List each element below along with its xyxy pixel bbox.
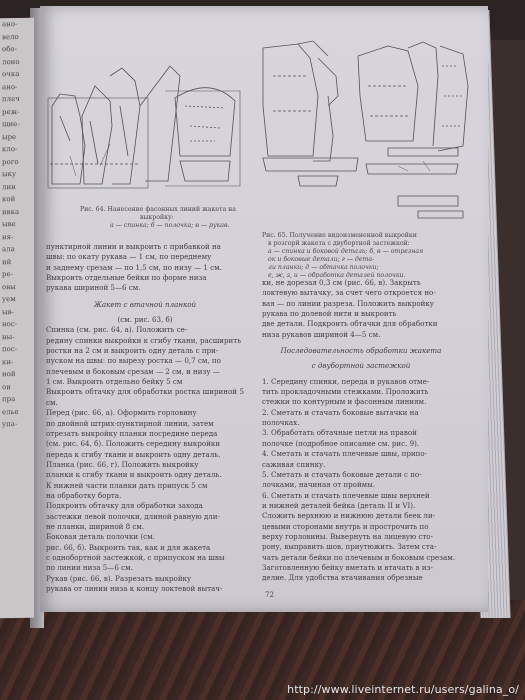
body-text-line: К нижней части планки дать припуск 5 см	[46, 480, 208, 490]
body-text-line: и нижней деталей бейка (деталь II и VI).	[262, 500, 416, 510]
left-page-fragment: ре-	[2, 270, 13, 279]
body-text-line: планки к сгибу ткани и выкроить одну деталь.	[46, 470, 222, 480]
watermark-url: http://www.liveinternet.ru/users/galina_o/	[287, 683, 519, 696]
body-text-line: ростки на 2 см и выкроить одну деталь с при-	[46, 346, 219, 356]
body-text-line: тить прокладочными стежками. Проложить	[262, 387, 429, 397]
caption-line: ок и боковые детали; г — дета-	[268, 256, 375, 263]
section-subheading: (см. рис. 63, б)	[117, 315, 173, 325]
body-text-line: Выкроить обтачку для обработки ростка шириной 5 см.	[46, 387, 244, 407]
body-text-line: 1 см. Выкроить отдельно бейку 5 см	[46, 377, 183, 387]
body-text-line: стежки по контурным и фасонным линиям.	[262, 397, 427, 407]
left-page-fragment: упа-	[2, 419, 18, 429]
page-number: 72	[265, 591, 274, 599]
left-page-fragment: ыв-	[2, 307, 14, 316]
body-text-line: рис. 66, б). Выкроить так, как и для жакета	[46, 542, 211, 552]
left-page-fragment: очка	[2, 69, 20, 79]
left-page-fragment: ня-	[2, 232, 14, 241]
left-page-fragment: пра	[2, 395, 16, 404]
body-text-line: Планка (рис. 66, г). Положить выкройку	[46, 459, 199, 469]
body-text-line: рону, выправить шов, приутюжить. Затем ста-	[262, 542, 437, 552]
left-page-fragment: ий	[2, 257, 12, 266]
body-text-line: 6. Сметать и стачать плечевые швы верхней	[262, 490, 430, 500]
body-text-line: редину спинки выкройки к сгибу ткани, расширить	[46, 335, 242, 345]
body-text-line: 4. Сметать и стачать плечевые швы, припо-	[262, 449, 427, 459]
body-text-line: плечевым и боковым срезам — 2 см, и низу —	[46, 366, 220, 376]
left-page-fragment: елье	[2, 407, 19, 416]
left-page-fragment: реж-	[2, 107, 20, 116]
left-page-fragment: овы	[2, 282, 16, 291]
left-page-fragment: ки-	[2, 357, 14, 366]
caption-line: Рис. 65. Получение видоизмененной выкройки	[262, 232, 417, 239]
body-text-line: рукава по долевой нити и выкроить	[262, 309, 397, 319]
body-text-line: делие. Для удобства втачивания обрезные	[262, 573, 423, 583]
left-page-fragment: ала	[2, 245, 15, 254]
caption-line: в розгорй жакета с двубортной застежкой:	[268, 240, 410, 247]
left-page-fragment: ыве	[2, 220, 16, 229]
left-page-fragment: ыре	[2, 132, 17, 141]
left-page-fragment: уем	[2, 295, 16, 304]
left-page-fragment: ано-	[2, 19, 18, 29]
body-text-line: Боковая деталь полочки (см.	[46, 532, 155, 542]
body-text-line: чать детали бейки по плечевым и боковым срезам.	[262, 552, 455, 562]
left-page-fragment: ано-	[2, 82, 18, 91]
body-text-line: пуском на швы: по вырезу ростка — 0,7 см, по	[46, 356, 221, 366]
body-text-line: рукава от линии низа к концу локтевой вытач-	[46, 584, 223, 593]
caption-line: Рис. 64. Нанесение фасонных линий жакета на	[80, 206, 236, 213]
left-page-fragment: нос-	[2, 319, 18, 329]
body-text-line: пунктирной линии и выкроить с прибавкой на	[46, 242, 221, 251]
body-text-line: рукава шириной 5—6 см.	[46, 283, 141, 293]
left-page-fragment: лоно	[2, 57, 20, 66]
body-text-line: локтевую вытачку, за счет чего откроется но-	[262, 288, 436, 298]
body-text-line: 2. Сметать и стачать боковые вытачки на	[262, 407, 419, 417]
body-text-line: с однобортной застежкой, с припуском на швы	[46, 552, 225, 562]
left-page-fragment: ои	[2, 382, 11, 391]
left-page-fragment: кло-	[2, 144, 18, 154]
body-text-line: низа рукавов шириной 4—5 см.	[262, 329, 381, 339]
body-text-line: не планки, шириной 8 см.	[46, 521, 145, 531]
figure-65-caption	[262, 232, 474, 280]
body-text-line: на обработку борта.	[46, 490, 122, 500]
left-page-text	[2, 18, 32, 431]
body-text-line: верху горловины. Вывернуть на лицевую сто-	[262, 531, 433, 541]
body-text-line: отрезать выкройку планки посредине переда	[46, 428, 218, 438]
body-text-line: Спинка (см. рис. 64, а). Положить се-	[46, 325, 188, 335]
left-page-fragment: обо-	[2, 44, 18, 54]
body-text-line: цевыми сторонами внутрь и прострочить по	[262, 521, 429, 531]
body-text-line: швы: по окату рукава — 1 см, по переднему	[46, 252, 212, 262]
body-text-line: полочках.	[262, 418, 300, 428]
body-text-line: по линии низа 5—6 см.	[46, 563, 133, 573]
left-page-fragment: ной	[2, 370, 16, 379]
left-page-fragment: щие-	[2, 119, 20, 129]
section-subheading: с двубортной застежкой	[311, 361, 411, 371]
body-text-line: по двойной штрих-пунктирной линии, затем	[46, 418, 214, 428]
body-text-line: ки, не дорезая 0,3 см (рис. 66, в). Закрыть	[262, 278, 421, 287]
body-text-line: Сложить верхнюю и нижнюю детали беек ли-	[262, 511, 436, 521]
body-text-line: Выкроить отдельные бейки по форме низа	[46, 273, 207, 283]
book-page	[40, 6, 488, 612]
section-heading: Жакет с втачной планкой	[93, 299, 197, 309]
figure-64-pattern-drawing	[40, 46, 245, 196]
figure-65-pattern-drawing	[258, 36, 478, 231]
body-text-line: полочке (подробное описание см. рис. 9).	[262, 438, 420, 448]
text-column-right	[262, 278, 460, 584]
body-text-line: переда к сгибу ткани и выкроить одну деталь.	[46, 449, 221, 459]
section-heading: Последовательность обработки жакета	[280, 346, 442, 356]
body-text-line: лочками, начиная от проймы.	[262, 480, 376, 490]
body-text-line: застежки левой полочки, длиной равную дли-	[46, 511, 220, 521]
left-page-fragment: пос-	[2, 344, 18, 354]
body-text-line: саживая спинку.	[262, 459, 326, 469]
text-column-left	[46, 242, 244, 594]
caption-line: е, ж, з, и — обработка деталей полочки.	[268, 272, 406, 279]
left-page-fragment: ны-	[2, 332, 15, 341]
body-text-line: и заднему срезам — по 1,5 см, по низу — 1 см.	[46, 262, 222, 272]
body-text-line: 5. Сметать и стачать боковые детали с по-	[262, 469, 422, 479]
left-page-fragment: лин	[2, 182, 16, 191]
body-text-line: 3. Обработать обтачные петли на правой	[262, 428, 417, 438]
caption-line: а — спинка; б — полочка; в — рукав.	[110, 222, 230, 229]
figure-64-caption	[80, 206, 270, 230]
left-page-fragment: ыку	[2, 170, 17, 179]
body-text-line: Рукав (рис. 66, в). Разрезать выкройку	[46, 573, 192, 583]
body-text-line: Перед (рис. 66, а). Оформить горловину	[46, 408, 197, 418]
left-page-fragment: ивка	[2, 207, 20, 216]
body-text-line: 1. Середину спинки, переда и рукавов отме-	[262, 376, 430, 386]
left-page	[0, 18, 34, 619]
left-page-fragment: рого	[2, 157, 19, 166]
body-text-line: вая — по линии разреза. Положить выкройку	[262, 298, 434, 308]
left-page-fragment: кой	[2, 195, 16, 204]
caption-line: ли планки; д — обтачка полочки;	[268, 264, 379, 271]
caption-line: выкройку:	[140, 214, 174, 221]
body-text-line: (см. рис. 64, б). Положить середину выкройки	[46, 439, 221, 449]
body-text-line: Заготовленную бейку вметать и втачать в из-	[262, 562, 433, 572]
left-page-fragment: вело	[2, 32, 19, 41]
left-page-fragment: плеч	[2, 94, 20, 104]
caption-line: а — спинка и боковой деталь; б, в — отрезная	[268, 248, 424, 255]
body-text-line: две детали. Подкроить обтачки для обработки	[262, 319, 438, 329]
body-text-line: Подкроить обтачку для обработки захода	[46, 501, 203, 511]
